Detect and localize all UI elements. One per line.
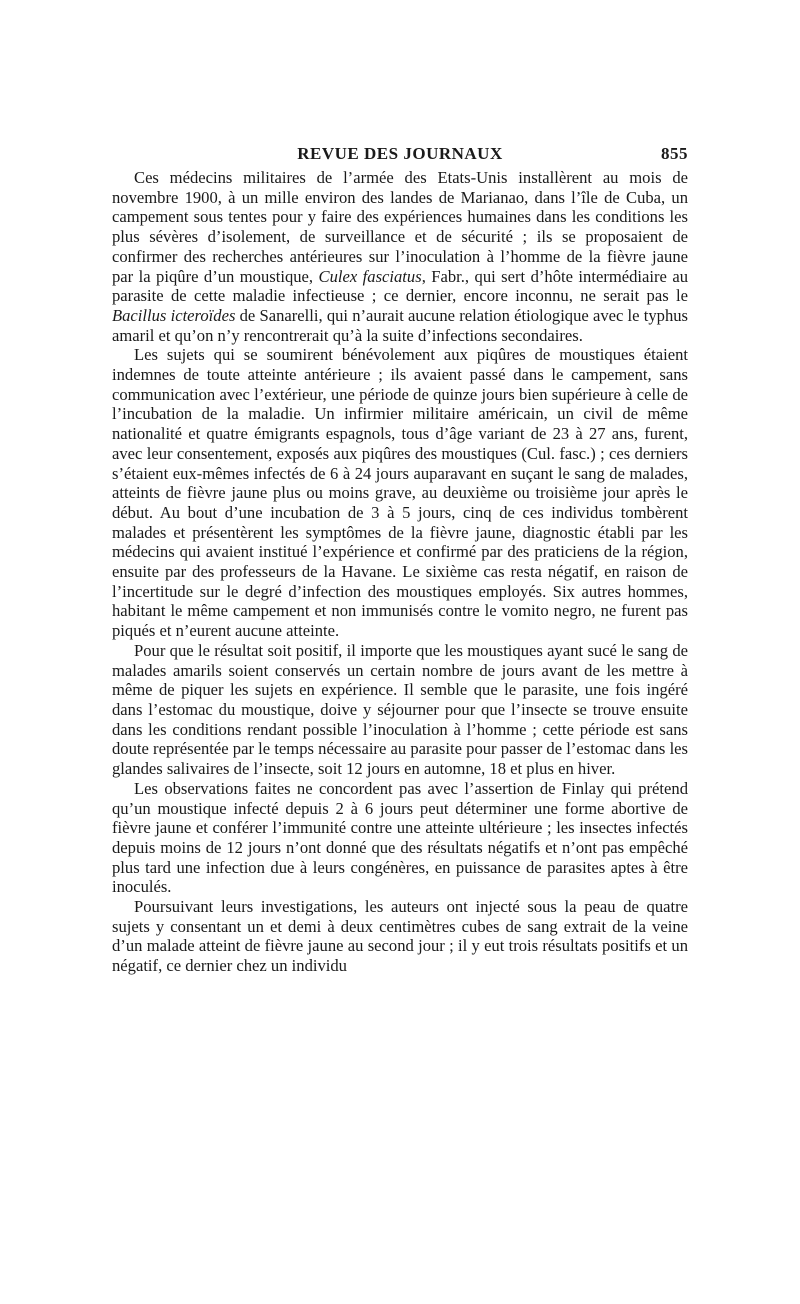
- paragraph-4: [112, 779, 688, 897]
- paragraph-4-text: Les observations faites ne concordent pas avec l’assertion de Finlay qui prétend qu’un moustique infecté depuis 2 à 6 jours peut déterminer une forme abortive de fièvre jaune et conférer l’immunité contre une atteinte ultérieure ; les insectes infectés depuis moins de 12 jours n’ont donné que des résultats négatifs et n’ont pas empêché plus tard une infection due à leurs congénères, en puissance de parasites aptes à être inoculés.: [112, 778, 688, 897]
- species-name-bacillus-icteroides: Bacillus icteroïdes: [112, 305, 236, 325]
- running-title: REVUE DES JOURNAUX: [297, 144, 503, 163]
- document-page: [112, 140, 688, 976]
- paragraph-2: [112, 345, 688, 641]
- paragraph-3: [112, 641, 688, 779]
- species-name-culex-fasciatus: Culex fasciatus: [318, 266, 422, 286]
- paragraph-2-text: Les sujets qui se soumirent bénévolement aux piqûres de moustiques étaient indemnes de toute atteinte antérieure ; ils avaient passé dans le campement, sans communication avec l’extérieur, une période de quinze jours bien supérieure à celle de l’incubation de la maladie. Un infirmier militaire américain, un civil de même nationalité et quatre émigrants espagnols, tous d’âge variant de 23 à 27 ans, furent, avec leur consentement, exposés aux piqûres des moustiques (Cul. fasc.) ; ces derniers s’étaient eux-mêmes infectés de 6 à 24 jours auparavant en suçant le sang de malades, atteints de fièvre jaune plus ou moins grave, au deuxième ou troisième jour après le début. Au bout d’une incubation de 3 à 5 jours, cinq de ces individus tombèrent malades et présentèrent les symptômes de la fièvre jaune, diagnostic établi par les médecins qui avaient institué l’expérience et confirmé par des praticiens de la région, ensuite par des professeurs de la Havane. Le sixième cas resta négatif, en raison de l’incertitude sur le degré d’infection des moustiques employés. Six autres hommes, habitant le même campement et non immunisés contre le vomito negro, ne furent pas piqués et n’eurent aucune atteinte.: [112, 345, 688, 641]
- running-head: [112, 140, 688, 168]
- body-text: [112, 168, 688, 976]
- page-number: 855: [661, 144, 688, 163]
- paragraph-1-text-1: Ces médecins militaires de l’armée des Etats-Unis installèrent au mois de novembre 1900, à un mille environ des landes de Marianao, dans l’île de Cuba, un campement sous tentes pour y faire des expériences humaines dans les conditions les plus sévères d’isolement, de surveillance et de sécurité ; ils se proposaient de confirmer des recherches antérieures sur l’inoculation à l’homme de la fièvre jaune par la piqûre d’un moustique,: [112, 168, 688, 286]
- paragraph-3-text: Pour que le résultat soit positif, il importe que les moustiques ayant sucé le sang de malades amarils soient conservés un certain nombre de jours avant de les mettre à même de piquer les sujets en expérience. Il semble que le parasite, une fois ingéré dans l’estomac du moustique, doive y séjourner pour que l’insecte se trouve ensuite dans les conditions rendant possible l’inoculation à l’homme ; cette période est sans doute représentée par le temps nécessaire au parasite pour passer de l’estomac dans les glandes salivaires de l’insecte, soit 12 jours en automne, 18 et plus en hiver.: [112, 640, 688, 779]
- paragraph-1: [112, 168, 688, 345]
- paragraph-1-text-2: , Fabr., qui sert d’hôte intermédiaire au parasite de cette maladie infectieuse ; ce dernier, encore inconnu, ne serait pas le: [112, 266, 688, 306]
- paragraph-5-text: Poursuivant leurs investigations, les auteurs ont injecté sous la peau de quatre sujets y consentant un et demi à deux centimètres cubes de sang extrait de la veine d’un malade atteint de fièvre jaune au second jour ; il y eut trois résultats positifs et un négatif, ce dernier chez un individu: [112, 897, 688, 976]
- paragraph-1-text-3: de Sanarelli, qui n’aurait aucune relation étiologique avec le typhus amaril et qu’on n’y rencontrerait qu’à la suite d’infections secondaires.: [112, 305, 688, 345]
- paragraph-5: [112, 897, 688, 976]
